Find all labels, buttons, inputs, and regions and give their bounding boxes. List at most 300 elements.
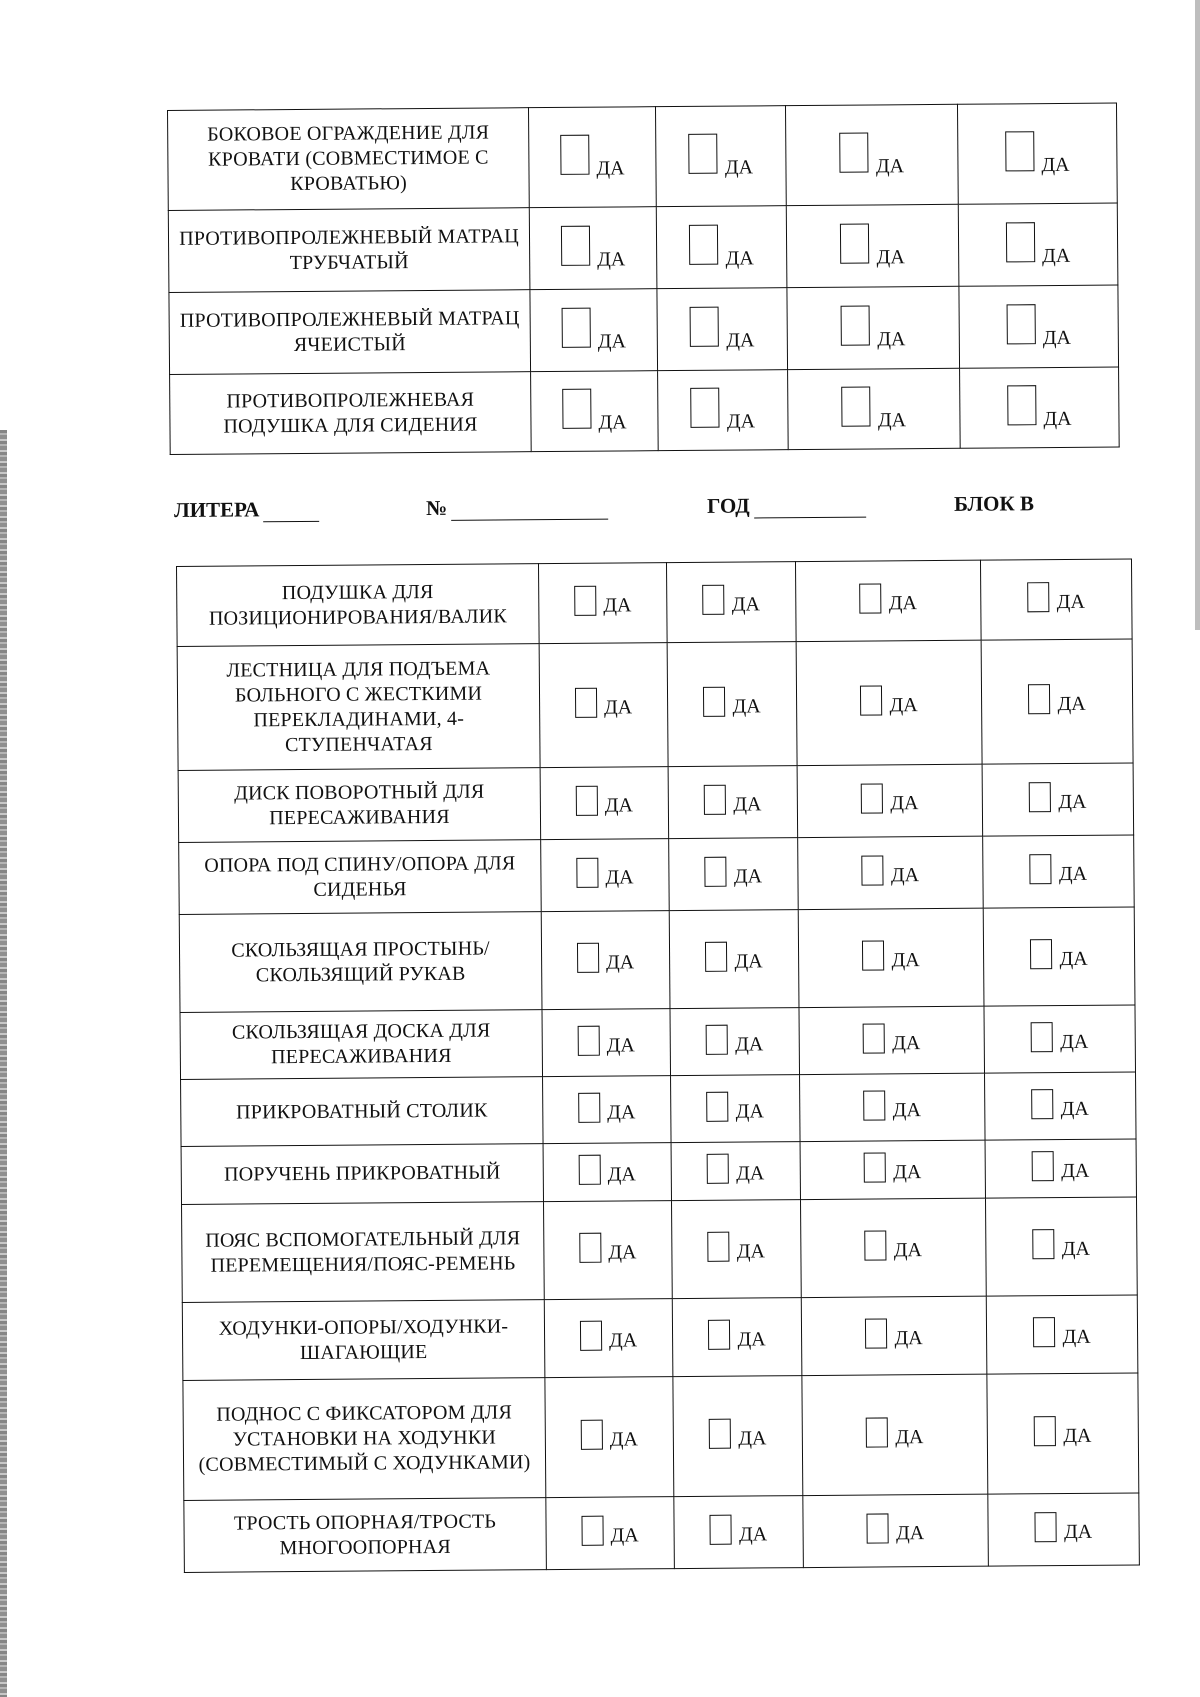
yes-checkbox[interactable] xyxy=(707,1091,729,1121)
yes-option[interactable] xyxy=(1028,684,1085,714)
yes-option[interactable] xyxy=(581,1515,638,1545)
yes-checkbox[interactable] xyxy=(576,858,598,888)
checkbox-cell xyxy=(982,763,1134,836)
checkbox-cell xyxy=(986,1295,1138,1374)
yes-option[interactable] xyxy=(705,856,762,886)
checkbox-cell xyxy=(671,1200,801,1299)
yes-label: ДА xyxy=(598,411,627,434)
item-label: ДИСК ПОВОРОТНЫЙ ДЛЯ ПЕРЕСАЖИВАНИЯ xyxy=(178,768,541,843)
checkbox-cell xyxy=(671,1142,800,1201)
yes-label: ДА xyxy=(608,1241,637,1264)
yes-label: ДА xyxy=(724,156,754,179)
yes-option[interactable] xyxy=(709,1418,766,1448)
yes-checkbox[interactable] xyxy=(691,388,720,428)
yes-checkbox[interactable] xyxy=(562,308,591,348)
yes-option[interactable] xyxy=(704,784,761,814)
yes-checkbox[interactable] xyxy=(863,1023,885,1053)
checkbox-cell xyxy=(656,206,787,289)
scan-edge-right xyxy=(1195,0,1200,630)
yes-option[interactable] xyxy=(581,1419,638,1449)
yes-option[interactable] xyxy=(867,1513,924,1543)
checkbox-cell xyxy=(655,106,786,207)
checkbox-cell xyxy=(801,1296,987,1375)
yes-checkbox[interactable] xyxy=(706,1024,728,1054)
yes-label: ДА xyxy=(733,865,763,888)
checkbox-cell xyxy=(545,1377,674,1498)
checkbox-cell xyxy=(787,286,960,369)
yes-option[interactable] xyxy=(1033,1317,1090,1347)
yes-label: ДА xyxy=(1043,407,1072,431)
yes-checkbox[interactable] xyxy=(1031,1022,1053,1052)
yes-checkbox[interactable] xyxy=(865,1318,887,1348)
block-b-row xyxy=(183,1373,1139,1500)
checkbox-cell xyxy=(658,370,789,451)
yes-checkbox[interactable] xyxy=(860,685,882,715)
yes-checkbox[interactable] xyxy=(577,943,599,973)
yes-label: ДА xyxy=(603,696,633,719)
checkbox-cell xyxy=(542,1009,671,1077)
block-b-row xyxy=(177,639,1133,770)
yes-label: ДА xyxy=(609,1428,639,1451)
yes-label: ДА xyxy=(1063,1424,1092,1448)
item-label: ПРОТИВОПРОЛЕЖНЕВЫЙ МАТРАЦ ЯЧЕИСТЫЙ xyxy=(169,290,531,375)
yes-option[interactable] xyxy=(576,857,633,887)
yes-option[interactable] xyxy=(1034,1416,1091,1446)
yes-option[interactable] xyxy=(703,686,760,716)
yes-label: ДА xyxy=(1062,1325,1091,1349)
yes-checkbox[interactable] xyxy=(1034,1416,1056,1446)
yes-option[interactable] xyxy=(1031,1021,1088,1051)
yes-label: ДА xyxy=(875,155,905,178)
yes-option[interactable] xyxy=(560,134,625,180)
yes-checkbox[interactable] xyxy=(1029,782,1051,812)
yes-label: ДА xyxy=(738,1523,768,1546)
yes-checkbox[interactable] xyxy=(708,1232,730,1262)
yes-option[interactable] xyxy=(707,1091,764,1121)
yes-option[interactable] xyxy=(1030,939,1087,969)
yes-checkbox[interactable] xyxy=(705,857,727,887)
yes-checkbox[interactable] xyxy=(1028,684,1050,714)
yes-option[interactable] xyxy=(562,388,627,434)
yes-label: ДА xyxy=(605,866,634,889)
yes-checkbox[interactable] xyxy=(1032,1089,1054,1119)
checkbox-cell xyxy=(802,1374,988,1495)
checkbox-cell xyxy=(798,908,984,1007)
checkbox-cell xyxy=(538,563,667,644)
yes-checkbox[interactable] xyxy=(864,1090,886,1120)
yes-label: ДА xyxy=(725,247,754,270)
checkbox-cell xyxy=(985,1197,1137,1296)
yes-checkbox[interactable] xyxy=(578,1092,600,1122)
yes-option[interactable] xyxy=(840,132,905,178)
yes-label: ДА xyxy=(1061,1159,1090,1183)
yes-label: ДА xyxy=(736,1240,766,1263)
yes-checkbox[interactable] xyxy=(574,586,596,616)
checkbox-cell xyxy=(539,643,668,768)
yes-option[interactable] xyxy=(1032,1088,1089,1118)
yes-option[interactable] xyxy=(840,223,905,269)
yes-checkbox[interactable] xyxy=(867,1513,889,1543)
yes-checkbox[interactable] xyxy=(1033,1229,1055,1259)
yes-label: ДА xyxy=(732,695,761,718)
checkbox-cell xyxy=(960,367,1120,448)
yes-checkbox[interactable] xyxy=(690,307,719,347)
checkbox-cell xyxy=(798,836,984,909)
yes-label: ДА xyxy=(1063,1520,1093,1544)
yes-option[interactable] xyxy=(1035,1512,1092,1542)
yes-option[interactable] xyxy=(861,783,918,813)
yes-label: ДА xyxy=(892,1031,921,1054)
checkbox-cell xyxy=(786,204,959,287)
yes-label: ДА xyxy=(890,792,919,815)
yes-label: ДА xyxy=(892,1098,921,1121)
yes-option[interactable] xyxy=(1028,582,1085,612)
yes-checkbox[interactable] xyxy=(1035,1512,1057,1542)
yes-option[interactable] xyxy=(689,133,754,179)
yes-label: ДА xyxy=(610,1524,639,1547)
block-a-row xyxy=(170,367,1120,454)
checkbox-cell xyxy=(540,767,669,840)
yes-label: ДА xyxy=(888,592,917,615)
yes-label: ДА xyxy=(876,246,905,269)
yes-checkbox[interactable] xyxy=(561,226,590,266)
yes-checkbox[interactable] xyxy=(840,223,869,263)
checkbox-cell xyxy=(981,639,1133,764)
yes-checkbox[interactable] xyxy=(842,386,871,426)
yes-label: ДА xyxy=(889,694,918,717)
yes-checkbox[interactable] xyxy=(865,1230,887,1260)
checkbox-cell xyxy=(671,1075,801,1143)
checkbox-cell xyxy=(985,1072,1137,1140)
yes-checkbox[interactable] xyxy=(709,1419,731,1449)
item-label: ХОДУНКИ-ОПОРЫ/ХОДУНКИ-ШАГАЮЩИЕ xyxy=(182,1300,545,1381)
checkbox-cell xyxy=(530,289,658,372)
block-b-row xyxy=(178,763,1134,842)
checkbox-cell xyxy=(541,839,670,912)
block-a-row xyxy=(169,285,1119,374)
checkbox-cell xyxy=(980,559,1132,640)
yes-option[interactable] xyxy=(689,224,754,270)
yes-option[interactable] xyxy=(864,1090,921,1120)
yes-checkbox[interactable] xyxy=(1007,304,1036,344)
yes-label: ДА xyxy=(738,1427,767,1450)
checkbox-cell xyxy=(796,640,982,765)
yes-checkbox[interactable] xyxy=(578,1025,600,1055)
yes-option[interactable] xyxy=(706,1024,763,1054)
yes-label: ДА xyxy=(1060,1030,1089,1053)
yes-label: ДА xyxy=(1060,1097,1089,1120)
yes-checkbox[interactable] xyxy=(1007,385,1036,425)
yes-option[interactable] xyxy=(842,386,907,432)
litera-label: ЛИТЕРА xyxy=(174,497,260,522)
block-a-table xyxy=(167,103,1120,455)
yes-checkbox[interactable] xyxy=(1006,222,1035,262)
yes-option[interactable] xyxy=(1005,131,1070,177)
block-b-row xyxy=(180,1005,1135,1079)
yes-option[interactable] xyxy=(865,1318,922,1348)
item-label: ПОЯС ВСПОМОГАТЕЛЬНЫЙ ДЛЯ ПЕРЕМЕЩЕНИЯ/ПОЯС-РЕМЕНЬ xyxy=(182,1202,545,1303)
checkbox-cell xyxy=(544,1299,673,1378)
checkbox-cell xyxy=(800,1073,986,1141)
yes-option[interactable] xyxy=(578,1025,635,1055)
yes-label: ДА xyxy=(597,330,626,353)
yes-label: ДА xyxy=(895,1522,925,1545)
block-b-row xyxy=(182,1295,1138,1380)
yes-checkbox[interactable] xyxy=(689,134,718,174)
yes-label: ДА xyxy=(893,1161,922,1184)
yes-checkbox[interactable] xyxy=(703,585,725,615)
yes-label: ДА xyxy=(606,1033,635,1057)
yes-checkbox[interactable] xyxy=(860,583,882,613)
yes-label: ДА xyxy=(735,1099,764,1123)
yes-label: ДА xyxy=(603,594,632,617)
item-label: ЛЕСТНИЦА ДЛЯ ПОДЪЕМА БОЛЬНОГО С ЖЕСТКИМИ ПЕРЕКЛАДИНАМИ, 4-СТУПЕНЧАТАЯ xyxy=(177,644,540,771)
yes-checkbox[interactable] xyxy=(576,786,598,816)
item-label: ПОРУЧЕНЬ ПРИКРОВАТНЫЙ xyxy=(181,1144,543,1205)
yes-option[interactable] xyxy=(578,1092,635,1122)
block-title: БЛОК В xyxy=(953,491,1034,516)
item-label: СКОЛЬЗЯЩАЯ ДОСКА ДЛЯ ПЕРЕСАЖИВАНИЯ xyxy=(180,1010,543,1080)
checkbox-cell xyxy=(785,104,958,205)
yes-checkbox[interactable] xyxy=(840,132,869,172)
yes-checkbox[interactable] xyxy=(581,1516,603,1546)
litera-line xyxy=(263,501,319,522)
yes-checkbox[interactable] xyxy=(1032,1151,1054,1181)
item-label: ПРИКРОВАТНЫЙ СТОЛИК xyxy=(181,1077,544,1147)
yes-label: ДА xyxy=(726,329,755,352)
number-label: № xyxy=(425,495,448,521)
checkbox-cell xyxy=(958,203,1118,286)
yes-label: ДА xyxy=(1058,862,1088,886)
checkbox-cell xyxy=(797,764,983,837)
item-label: ПРОТИВОПРОЛЕЖНЕВЫЙ МАТРАЦ ТРУБЧАТЫЙ xyxy=(168,208,530,293)
checkbox-cell xyxy=(669,838,799,911)
yes-label: ДА xyxy=(733,793,762,816)
yes-option[interactable] xyxy=(562,307,626,353)
yes-option[interactable] xyxy=(863,1023,920,1053)
yes-checkbox[interactable] xyxy=(1030,939,1052,969)
yes-checkbox[interactable] xyxy=(707,1154,729,1184)
checkbox-cell xyxy=(983,835,1135,908)
checkbox-cell xyxy=(795,560,981,641)
yes-option[interactable] xyxy=(864,1152,921,1182)
checkbox-cell xyxy=(543,1143,671,1202)
yes-checkbox[interactable] xyxy=(689,225,718,265)
checkbox-cell xyxy=(800,1140,985,1199)
item-label: ПРОТИВОПРОЛЕЖНЕВАЯ ПОДУШКА ДЛЯ СИДЕНИЯ xyxy=(170,372,532,455)
checkbox-cell xyxy=(985,1139,1136,1198)
yes-option[interactable] xyxy=(708,1231,765,1261)
yes-option[interactable] xyxy=(707,1153,764,1183)
yes-checkbox[interactable] xyxy=(708,1320,730,1350)
yes-label: ДА xyxy=(607,1100,636,1124)
yes-checkbox[interactable] xyxy=(866,1417,888,1447)
yes-label: ДА xyxy=(893,1239,923,1262)
yes-option[interactable] xyxy=(860,583,917,613)
item-label: ТРОСТЬ ОПОРНАЯ/ТРОСТЬ МНОГООПОРНАЯ xyxy=(184,1498,547,1573)
yes-label: ДА xyxy=(890,864,920,887)
yes-option[interactable] xyxy=(1033,1229,1090,1259)
yes-label: ДА xyxy=(877,328,906,351)
yes-checkbox[interactable] xyxy=(704,785,726,815)
yes-label: ДА xyxy=(731,593,760,616)
yes-option[interactable] xyxy=(690,306,755,352)
yes-label: ДА xyxy=(735,1032,764,1056)
number-line xyxy=(451,499,608,521)
scan-edge-left xyxy=(0,430,7,1697)
yes-option[interactable] xyxy=(1032,1151,1089,1181)
checkbox-cell xyxy=(983,907,1135,1006)
yes-option[interactable] xyxy=(708,1319,765,1349)
block-b-row xyxy=(177,559,1133,646)
block-b-table xyxy=(176,558,1140,1572)
yes-option[interactable] xyxy=(561,225,626,271)
litera-field[interactable] xyxy=(174,497,320,523)
yes-label: ДА xyxy=(894,1327,923,1350)
checkbox-cell xyxy=(669,910,799,1009)
block-b-row xyxy=(181,1139,1136,1204)
block-b-row xyxy=(182,1197,1138,1302)
checkbox-cell xyxy=(546,1497,675,1570)
yes-checkbox[interactable] xyxy=(579,1233,601,1263)
yes-label: ДА xyxy=(608,1329,638,1352)
yes-option[interactable] xyxy=(1007,304,1071,350)
yes-label: ДА xyxy=(734,950,763,973)
yes-option[interactable] xyxy=(576,785,633,815)
checkbox-cell xyxy=(984,1005,1136,1073)
checkbox-cell xyxy=(668,766,798,839)
yes-label: ДА xyxy=(1041,153,1070,177)
yes-option[interactable] xyxy=(1007,385,1072,431)
yes-option[interactable] xyxy=(710,1514,767,1544)
checkbox-cell xyxy=(544,1201,673,1300)
yes-option[interactable] xyxy=(866,1417,923,1447)
yes-label: ДА xyxy=(1056,590,1085,614)
block-b-row xyxy=(179,835,1135,914)
yes-label: ДА xyxy=(1061,1237,1091,1261)
yes-checkbox[interactable] xyxy=(1028,582,1050,612)
yes-checkbox[interactable] xyxy=(579,1155,601,1185)
checkbox-cell xyxy=(666,562,796,643)
checkbox-cell xyxy=(667,642,797,767)
item-label: СКОЛЬЗЯЩАЯ ПРОСТЫНЬ/СКОЛЬЗЯЩИЙ РУКАВ xyxy=(179,912,542,1013)
yes-checkbox[interactable] xyxy=(703,687,725,717)
year-line xyxy=(754,497,866,519)
yes-checkbox[interactable] xyxy=(862,855,884,885)
yes-label: ДА xyxy=(605,951,635,974)
yes-checkbox[interactable] xyxy=(560,135,589,175)
yes-label: ДА xyxy=(1059,947,1088,971)
block-a-row xyxy=(168,203,1118,292)
checkbox-cell xyxy=(672,1298,802,1377)
yes-option[interactable] xyxy=(865,1230,922,1260)
yes-label: ДА xyxy=(1058,790,1087,814)
item-label: ОПОРА ПОД СПИНУ/ОПОРА ДЛЯ СИДЕНЬЯ xyxy=(179,840,542,915)
yes-label: ДА xyxy=(1057,692,1086,716)
yes-option[interactable] xyxy=(1029,782,1086,812)
yes-label: ДА xyxy=(877,409,907,432)
yes-option[interactable] xyxy=(862,855,919,885)
yes-label: ДА xyxy=(891,949,920,972)
yes-checkbox[interactable] xyxy=(864,1152,886,1182)
checkbox-cell xyxy=(788,368,961,449)
number-field[interactable] xyxy=(426,495,608,521)
yes-option[interactable] xyxy=(574,585,631,615)
yes-checkbox[interactable] xyxy=(705,942,727,972)
checkbox-cell xyxy=(657,288,788,371)
yes-checkbox[interactable] xyxy=(562,389,591,429)
checkbox-cell xyxy=(543,1076,672,1144)
yes-checkbox[interactable] xyxy=(575,688,597,718)
checkbox-cell xyxy=(673,1376,803,1497)
yes-checkbox[interactable] xyxy=(862,940,884,970)
checkbox-cell xyxy=(959,285,1119,368)
checkbox-cell xyxy=(799,1006,985,1074)
yes-label: ДА xyxy=(597,248,626,271)
header-fields xyxy=(174,491,1074,538)
checkbox-cell xyxy=(528,107,656,208)
yes-option[interactable] xyxy=(1030,854,1087,884)
block-a-row xyxy=(168,103,1118,210)
yes-checkbox[interactable] xyxy=(1030,854,1052,884)
checkbox-cell xyxy=(674,1496,804,1569)
yes-label: ДА xyxy=(1042,244,1071,268)
yes-checkbox[interactable] xyxy=(1033,1317,1055,1347)
item-label: БОКОВОЕ ОГРАЖДЕНИЕ ДЛЯ КРОВАТИ (СОВМЕСТИМОЕ С КРОВАТЬЮ) xyxy=(168,108,530,211)
yes-checkbox[interactable] xyxy=(580,1321,602,1351)
yes-checkbox[interactable] xyxy=(581,1420,603,1450)
checkbox-cell xyxy=(987,1373,1139,1494)
year-field[interactable] xyxy=(707,493,866,519)
yes-label: ДА xyxy=(596,157,625,180)
yes-label: ДА xyxy=(604,794,634,817)
yes-checkbox[interactable] xyxy=(710,1515,732,1545)
checkbox-cell xyxy=(529,207,657,290)
checkbox-cell xyxy=(670,1008,800,1076)
yes-label: ДА xyxy=(726,410,756,433)
block-b-row xyxy=(181,1072,1136,1146)
yes-option[interactable] xyxy=(579,1232,636,1262)
checkbox-cell xyxy=(957,103,1117,204)
year-label: ГОД xyxy=(706,493,750,518)
yes-label: ДА xyxy=(1042,326,1071,350)
yes-option[interactable] xyxy=(705,941,762,971)
block-b-row xyxy=(184,1493,1140,1572)
yes-checkbox[interactable] xyxy=(1005,131,1034,171)
checkbox-cell xyxy=(803,1494,989,1567)
yes-option[interactable] xyxy=(579,1154,636,1184)
block-b-row xyxy=(179,907,1135,1012)
yes-option[interactable] xyxy=(862,940,919,970)
yes-option[interactable] xyxy=(577,942,634,972)
yes-checkbox[interactable] xyxy=(861,783,883,813)
yes-option[interactable] xyxy=(860,685,917,715)
checkbox-cell xyxy=(541,911,670,1010)
yes-option[interactable] xyxy=(703,584,760,614)
yes-label: ДА xyxy=(736,1162,765,1185)
checkbox-cell xyxy=(531,371,659,452)
yes-checkbox[interactable] xyxy=(841,305,870,345)
yes-option[interactable] xyxy=(841,305,906,351)
yes-option[interactable] xyxy=(1006,222,1071,268)
yes-option[interactable] xyxy=(575,687,632,717)
yes-label: ДА xyxy=(895,1426,924,1449)
item-label: ПОДНОС С ФИКСАТОРОМ ДЛЯ УСТАНОВКИ НА ХОДУНКИ (СОВМЕСТИМЫЙ С ХОДУНКАМИ) xyxy=(183,1378,546,1501)
yes-label: ДА xyxy=(607,1163,636,1186)
yes-option[interactable] xyxy=(691,387,756,433)
yes-option[interactable] xyxy=(580,1320,637,1350)
checkbox-cell xyxy=(800,1198,986,1297)
